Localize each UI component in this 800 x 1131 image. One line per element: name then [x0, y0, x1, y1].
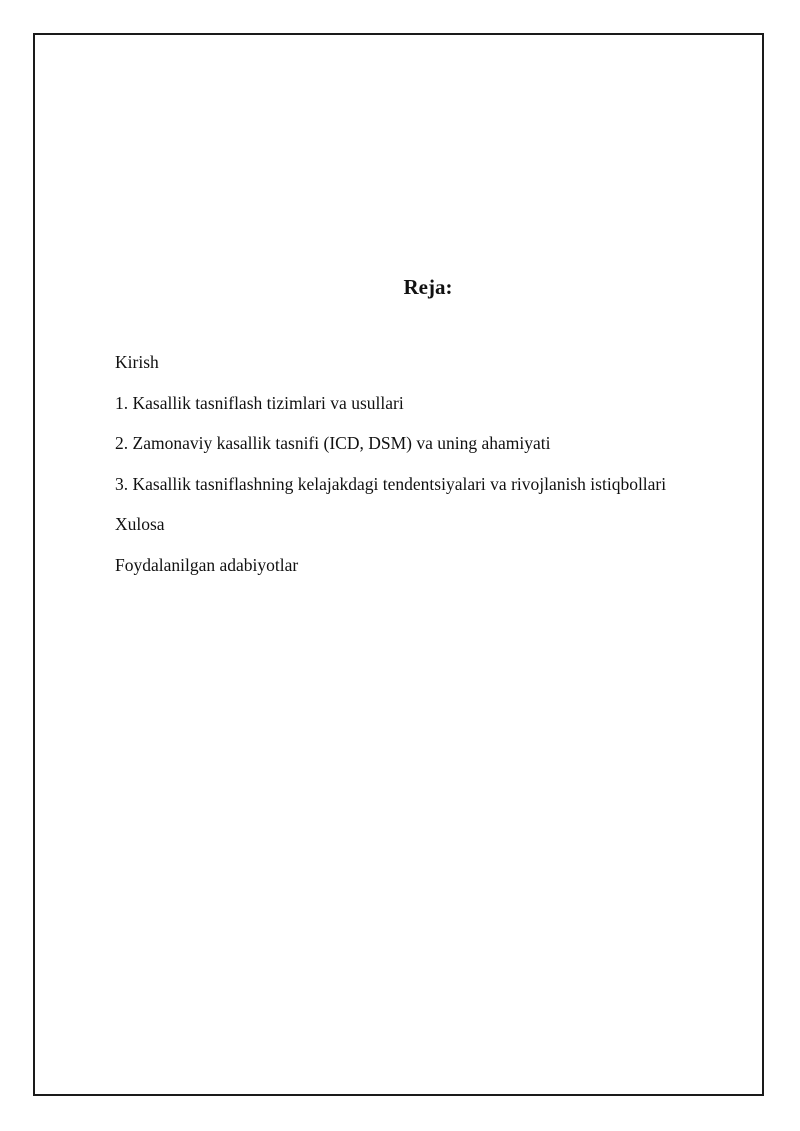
plan-item-introduction: Kirish: [115, 352, 159, 372]
plan-item-3: 3. Kasallik tasniflashning kelajakdagi tendentsiyalari va rivojlanish istiqbollari: [115, 473, 667, 494]
page-title: Reja:: [403, 275, 453, 299]
plan-list: [115, 350, 666, 593]
plan-item-references: Foydalanilgan adabiyotlar: [115, 554, 299, 575]
plan-item-2: 2. Zamonaviy kasallik tasnifi (ICD, DSM) va uning ahamiyati: [115, 433, 551, 453]
plan-item-conclusion: Xulosa: [115, 514, 165, 534]
plan-item-1: 1. Kasallik tasniflash tizimlari va usullari: [115, 392, 404, 413]
